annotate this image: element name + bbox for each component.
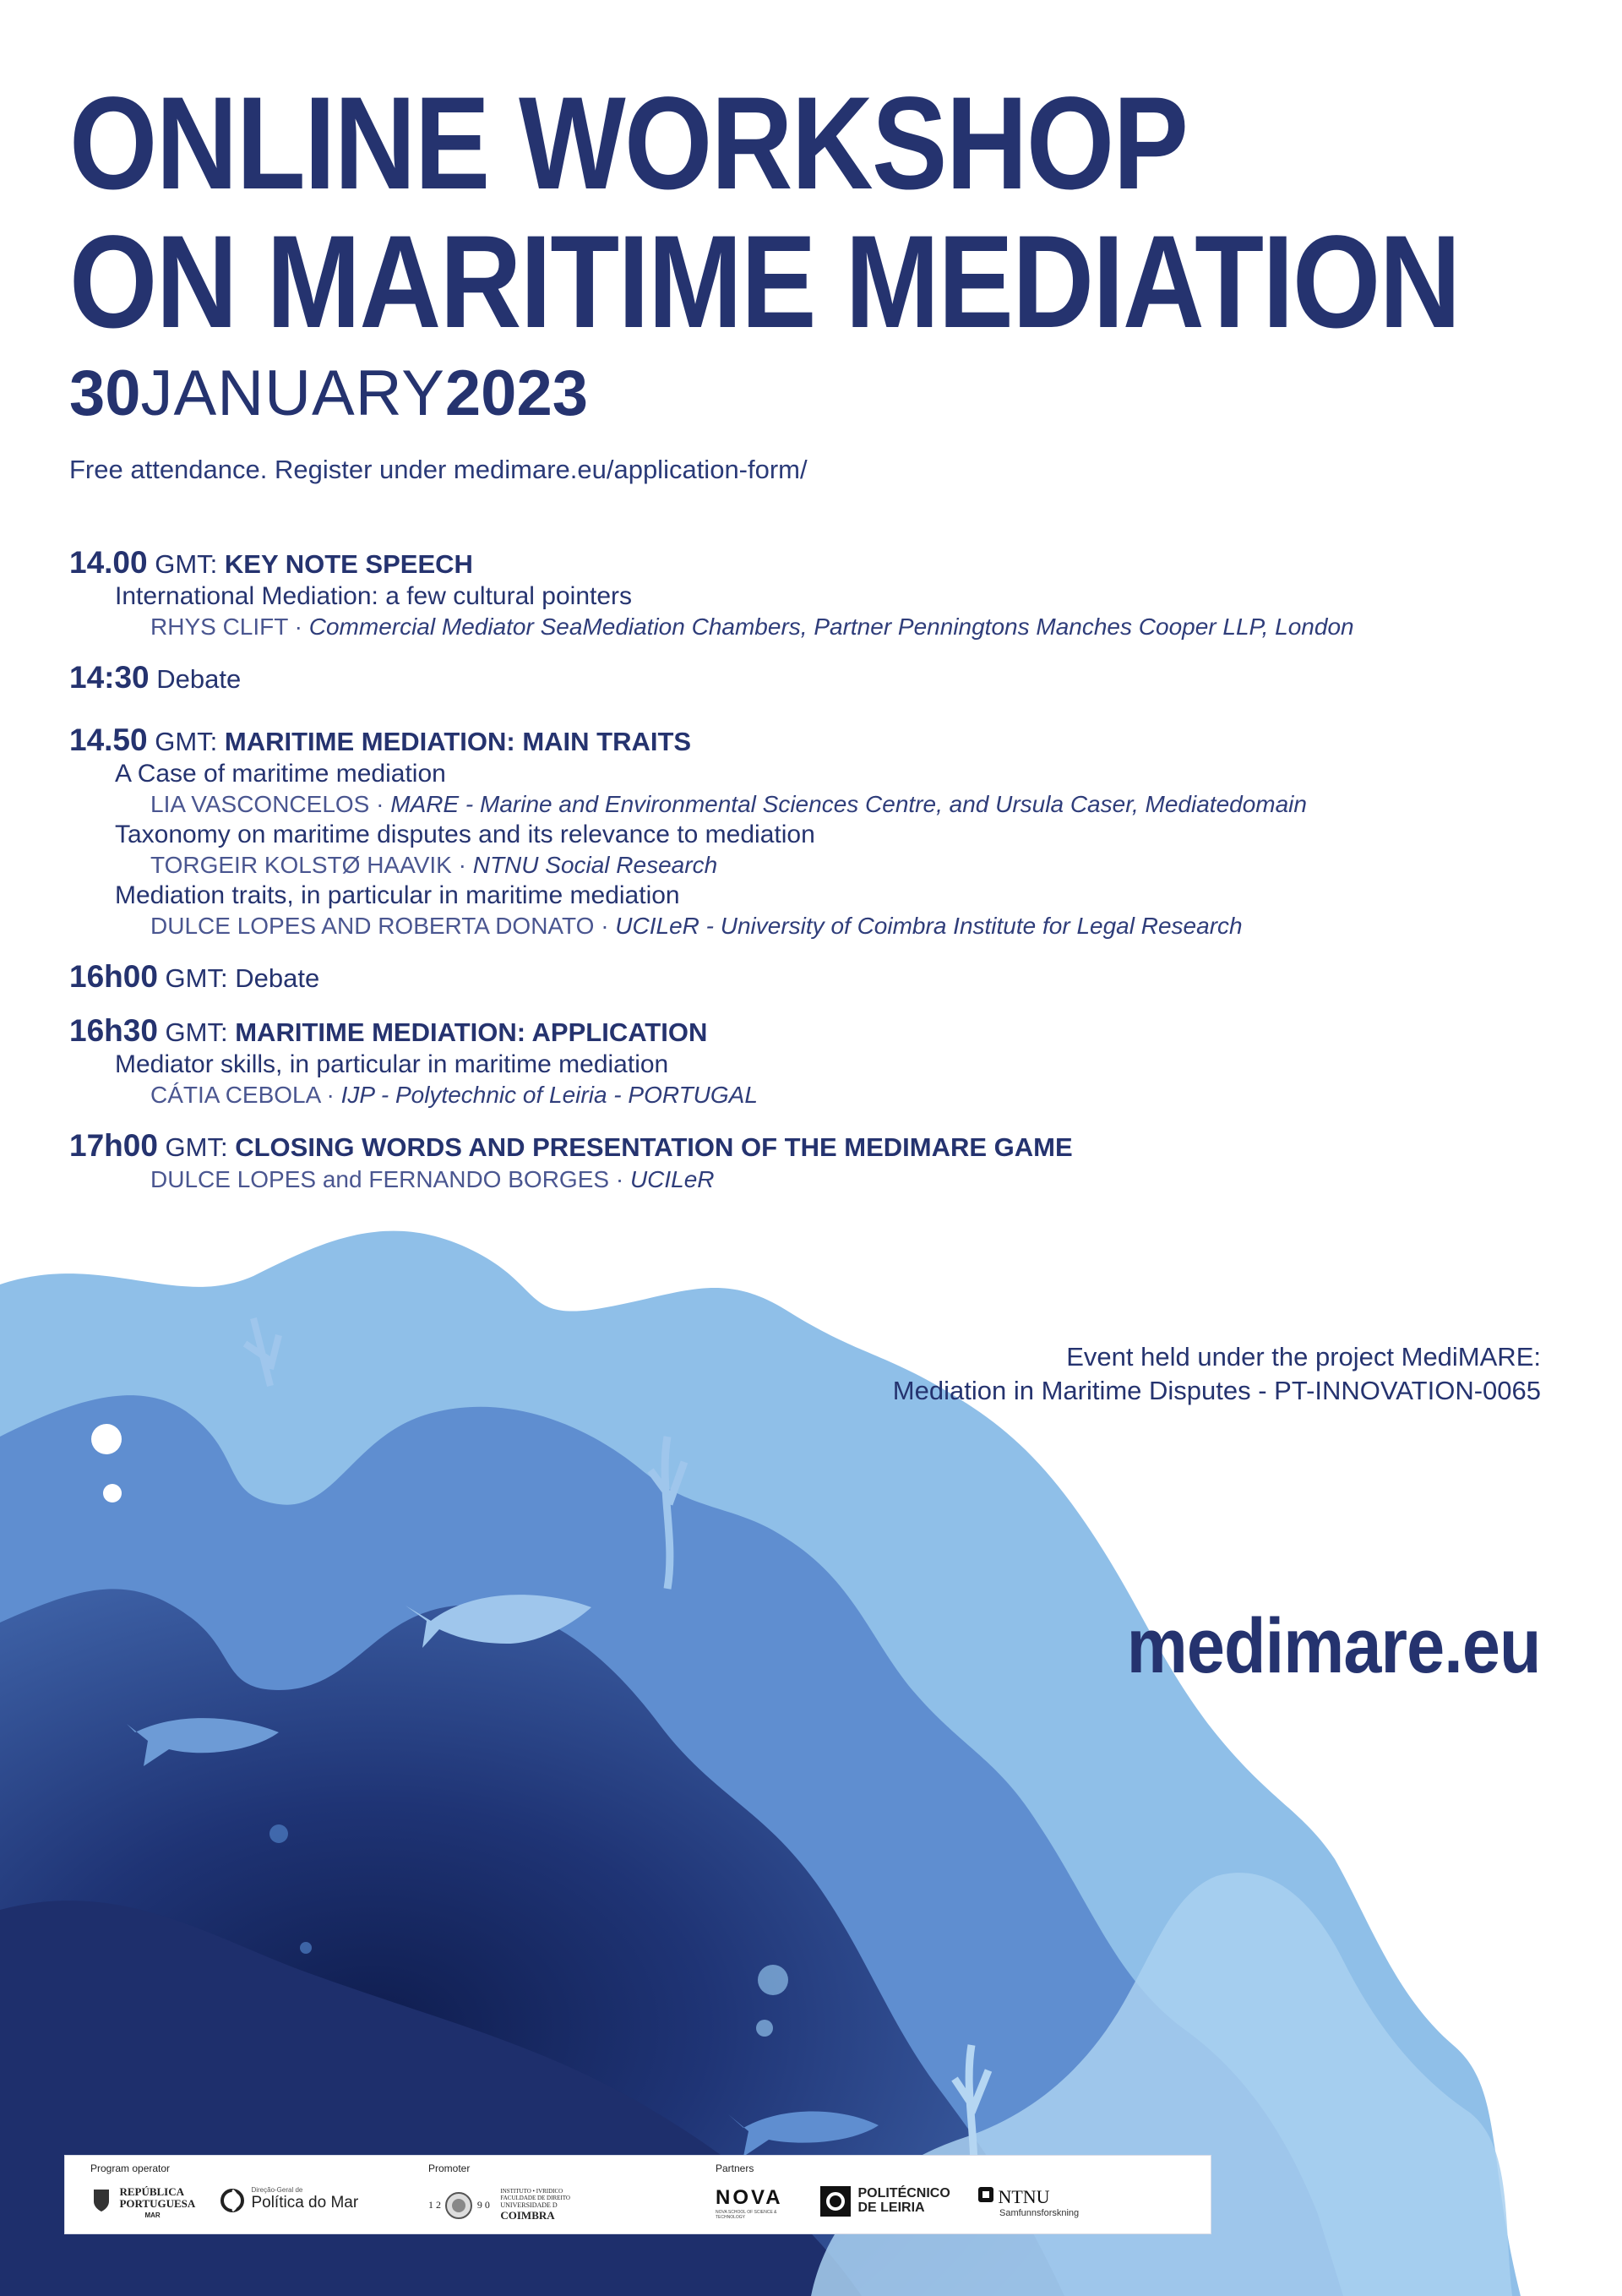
session-application bbox=[69, 1014, 1573, 1110]
talk-title: International Mediation: a few cultural pointers bbox=[115, 582, 633, 610]
session-title: Debate bbox=[156, 664, 242, 694]
speaker-name: TORGEIR KOLSTØ HAAVIK bbox=[150, 852, 452, 878]
speaker-affiliation: UCILeR - University of Coimbra Institute for Legal Research bbox=[615, 913, 1243, 939]
session-time: 14.00 bbox=[69, 545, 148, 580]
coimbra-line-3: UNIVERSIDADE D bbox=[500, 2201, 558, 2209]
bubble bbox=[103, 1484, 122, 1502]
ntnu-wordmark: NTNU bbox=[998, 2186, 1050, 2207]
coimbra-line-1: INSTITUTO • IVRIDICO bbox=[500, 2188, 563, 2195]
session-title: Debate bbox=[235, 963, 320, 993]
nova-logo bbox=[716, 2186, 800, 2220]
gmt-label: GMT: bbox=[155, 727, 218, 756]
session-time: 14.50 bbox=[69, 723, 148, 757]
gmt-label: GMT: bbox=[155, 549, 218, 579]
partner-logos-bar bbox=[64, 2155, 1211, 2234]
session-main-traits bbox=[69, 723, 1573, 941]
speaker-line bbox=[150, 1080, 1573, 1110]
bubble bbox=[300, 1942, 312, 1954]
rp-line-2: PORTUGUESA bbox=[119, 2197, 196, 2210]
bubble bbox=[756, 2020, 773, 2037]
gmt-label: GMT: bbox=[165, 1132, 228, 1162]
session-title: CLOSING WORDS AND PRESENTATION OF THE MEDIMARE GAME bbox=[235, 1132, 1073, 1162]
event-date bbox=[69, 358, 588, 429]
nova-wordmark: NOVA bbox=[716, 2186, 783, 2209]
program-schedule bbox=[69, 546, 1573, 1213]
coat-of-arms-icon bbox=[90, 2186, 112, 2215]
separator: · bbox=[601, 913, 609, 939]
speaker-name: RHYS CLIFT bbox=[150, 614, 288, 640]
date-month: JANUARY bbox=[140, 357, 445, 429]
speaker-line bbox=[150, 850, 1573, 881]
speaker-line bbox=[150, 1164, 1573, 1195]
separator: · bbox=[376, 791, 384, 817]
ntnu-sub: Samfunnsforskning bbox=[999, 2208, 1080, 2218]
session-title: MARITIME MEDIATION: MAIN TRAITS bbox=[224, 727, 692, 756]
speaker-affiliation: Commercial Mediator SeaMediation Chambers, Partner Penningtons Manches Cooper LLP, London bbox=[308, 614, 1354, 640]
coimbra-years-left: 1 2 bbox=[428, 2199, 441, 2211]
project-note bbox=[893, 1340, 1541, 1408]
speaker-affiliation: MARE - Marine and Environmental Sciences Centre, and Ursula Caser, Mediatedomain bbox=[390, 791, 1307, 817]
speaker-name: DULCE LOPES AND ROBERTA DONATO bbox=[150, 913, 595, 939]
gmt-label: GMT: bbox=[165, 1017, 228, 1047]
speaker-line bbox=[150, 789, 1573, 820]
republica-portuguesa-logo bbox=[90, 2186, 195, 2222]
session-time: 16h00 bbox=[69, 959, 158, 994]
program-operator-label: Program operator bbox=[90, 2162, 171, 2174]
seal-icon bbox=[444, 2191, 473, 2220]
project-line-2: Mediation in Maritime Disputes - PT-INNOVATION-0065 bbox=[892, 1376, 1541, 1405]
partners-label: Partners bbox=[716, 2162, 754, 2174]
bubble bbox=[758, 1965, 788, 1995]
leiria-logo bbox=[820, 2186, 950, 2217]
speaker-name: DULCE LOPES and FERNANDO BORGES bbox=[150, 1166, 610, 1192]
speaker-name: CÁTIA CEBOLA bbox=[150, 1082, 320, 1108]
talk-title: Taxonomy on maritime disputes and its relevance to mediation bbox=[115, 821, 815, 848]
speaker-line bbox=[150, 612, 1573, 642]
project-line-1: Event held under the project MediMARE: bbox=[1066, 1342, 1541, 1372]
session-title: MARITIME MEDIATION: APPLICATION bbox=[235, 1017, 708, 1047]
website-link[interactable]: medimare.eu bbox=[1127, 1603, 1541, 1689]
talk-title: Mediator skills, in particular in maritime mediation bbox=[115, 1050, 669, 1078]
ntnu-mark-icon bbox=[977, 2186, 994, 2203]
session-keynote bbox=[69, 546, 1573, 642]
bubble bbox=[91, 1424, 122, 1454]
coimbra-years-right: 9 0 bbox=[476, 2199, 490, 2211]
session-debate-2 bbox=[69, 960, 1573, 995]
speaker-line bbox=[150, 911, 1573, 941]
dgpm-name: Política do Mar bbox=[251, 2194, 359, 2211]
speaker-affiliation: IJP - Polytechnic of Leiria - PORTUGAL bbox=[340, 1082, 758, 1108]
poster-title bbox=[69, 70, 1460, 356]
date-day: 30 bbox=[69, 357, 141, 429]
leiria-line-1: POLITÉCNICO bbox=[857, 2186, 950, 2201]
separator: · bbox=[294, 614, 302, 640]
session-time: 14:30 bbox=[69, 660, 150, 695]
session-time: 17h00 bbox=[69, 1128, 158, 1163]
session-closing bbox=[69, 1129, 1573, 1195]
leiria-mark-icon bbox=[820, 2186, 851, 2217]
speaker-name: LIA VASCONCELOS bbox=[150, 791, 370, 817]
swirl-icon bbox=[220, 2186, 244, 2215]
session-time: 16h30 bbox=[69, 1013, 158, 1048]
dgpm-small: Direção-Geral de bbox=[251, 2186, 303, 2194]
promoter-label: Promoter bbox=[428, 2162, 471, 2174]
bubble bbox=[269, 1824, 288, 1843]
speaker-affiliation: UCILeR bbox=[629, 1166, 715, 1192]
coimbra-line-2: FACULDADE DE DIREITO bbox=[500, 2195, 570, 2201]
separator: · bbox=[326, 1082, 335, 1108]
nova-sub: NOVA SCHOOL OF SCIENCE & TECHNOLOGY bbox=[716, 2210, 777, 2220]
gmt-label: GMT: bbox=[165, 963, 228, 993]
dgpm-logo bbox=[220, 2186, 358, 2215]
coimbra-line-4: COIMBRA bbox=[500, 2209, 555, 2222]
talk-title: Mediation traits, in particular in maritime mediation bbox=[115, 881, 680, 909]
registration-note: Free attendance. Register under medimare.eu/application-form/ bbox=[69, 455, 808, 484]
session-debate-1 bbox=[69, 661, 1573, 696]
rp-line-3: MAR bbox=[144, 2211, 161, 2219]
session-title: KEY NOTE SPEECH bbox=[224, 549, 473, 579]
separator: · bbox=[458, 852, 466, 878]
coimbra-logo bbox=[428, 2188, 570, 2222]
rp-line-1: REPÚBLICA bbox=[119, 2185, 185, 2198]
title-line-2: ON MARITIME MEDIATION bbox=[69, 209, 1460, 356]
ntnu-logo bbox=[977, 2186, 1079, 2218]
separator: · bbox=[615, 1166, 624, 1192]
date-year: 2023 bbox=[444, 357, 588, 429]
speaker-affiliation: NTNU Social Research bbox=[472, 852, 718, 878]
leiria-line-2: DE LEIRIA bbox=[857, 2201, 925, 2215]
title-line-1: ONLINE WORKSHOP bbox=[69, 70, 1188, 217]
talk-title: A Case of maritime mediation bbox=[115, 760, 446, 788]
